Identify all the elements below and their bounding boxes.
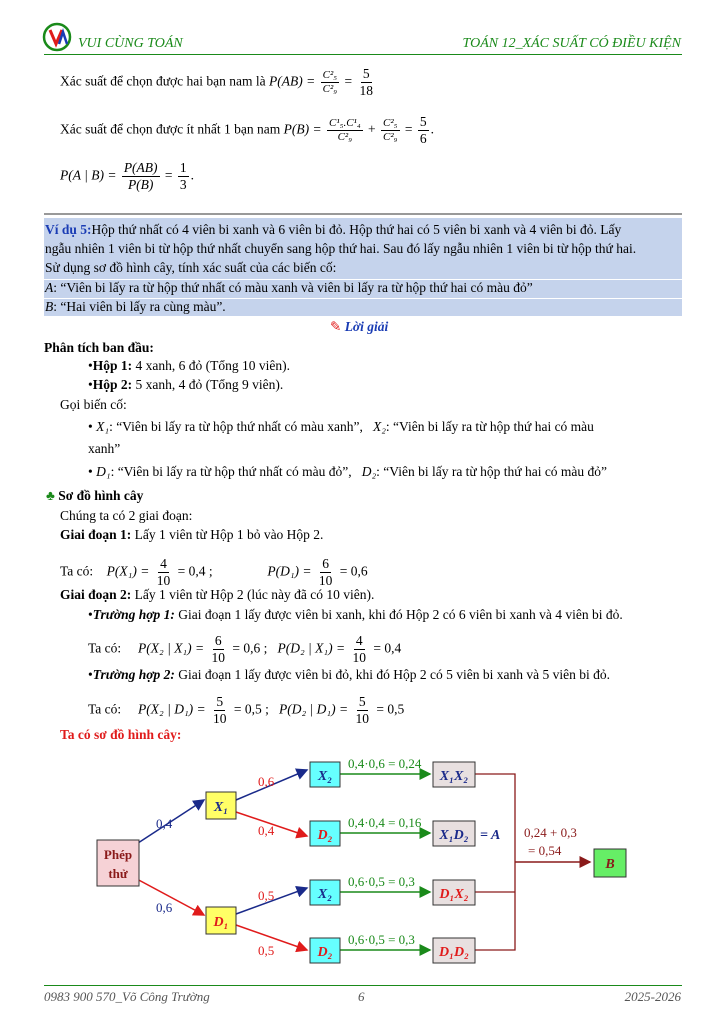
svg-text:0,4: 0,4 (156, 816, 173, 831)
svg-text:X₁D₂: X₁D₂ (439, 828, 469, 843)
svg-text:X₂: X₂ (317, 887, 333, 902)
box1-item: •Hộp 1: 4 xanh, 6 đỏ (Tổng 10 viên). (88, 358, 290, 373)
stage-2: Giai đoạn 2: Lấy 1 viên từ Hộp 2 (lúc này đã có 10 viên). (60, 587, 375, 602)
example-line-3: Sử dụng sơ đồ hình cây, tính xác suất của các biến cố: (45, 260, 337, 275)
formula-line-3: P(A | B) = $\frac{P(AB)}{P(B)}$ = $\frac{1}{3}$ . (60, 160, 195, 192)
svg-text:0,6·0,5 = 0,3: 0,6·0,5 = 0,3 (348, 874, 415, 889)
bracket-b (475, 774, 515, 950)
stages-intro: Chúng ta có 2 giai đoạn: (60, 508, 193, 523)
example-label: Ví dụ 5: (45, 222, 92, 237)
tree-icon: ♣ (46, 488, 55, 503)
svg-text:thử: thử (108, 866, 128, 881)
svg-text:0,6: 0,6 (156, 900, 173, 915)
svg-text:D₂: D₂ (317, 828, 333, 843)
tree-section-heading: ♣ Sơ đồ hình cây (46, 488, 144, 503)
svg-text:0,24 + 0,3: 0,24 + 0,3 (524, 825, 577, 840)
tree-heading: Ta có sơ đồ hình cây: (60, 727, 182, 742)
pencil-icon: ✎ (330, 319, 342, 334)
events-heading: Gọi biến cố: (60, 397, 127, 412)
example-line-1: Ví dụ 5:Hộp thứ nhất có 4 viên bi xanh và 6 viên bi đỏ. Hộp thứ hai có 5 viên bi xanh và 4 viên bi đỏ. Lấy (45, 222, 622, 237)
event-x1-x2: • X₁: “Viên bi lấy ra từ hộp thứ nhất có màu xanh”, X₂: “Viên bi lấy ra từ hộp thứ hai có màu (88, 419, 594, 434)
solution-title: ✎ Lời giải (330, 319, 389, 334)
header-right: TOÁN 12_XÁC SUẤT CÓ ĐIỀU KIỆN (462, 36, 681, 51)
footer-left: 0983 900 570_Võ Công Trường (44, 989, 210, 1004)
case-1-probs: Ta có: P(X₂ | X₁) = $\frac{6}{10}$ = 0,6 ; P(D₂ | X₁) = $\frac{4}{10}$ = 0,4 (88, 633, 402, 665)
svg-text:0,6: 0,6 (258, 774, 275, 789)
stage-1-probs: Ta có: P(X₁) = $\frac{4}{10}$ = 0,4 ; P(D₁) = $\frac{6}{10}$ = 0,6 (60, 556, 368, 588)
page-number: 6 (358, 989, 365, 1004)
svg-text:0,4·0,4 = 0,16: 0,4·0,4 = 0,16 (348, 815, 422, 830)
svg-text:0,5: 0,5 (258, 943, 275, 958)
example-line-2: ngẫu nhiên 1 viên bi từ hộp thứ nhất chuyển sang hộp thứ hai. Sau đó lấy ngẫu nhiên 1 viên bi từ hộp thứ hai. (45, 241, 637, 256)
svg-text:Phép: Phép (103, 847, 133, 862)
header-divider (44, 54, 682, 55)
box2-item: •Hộp 2: 5 xanh, 4 đỏ (Tổng 9 viên). (88, 377, 284, 392)
svg-text:X₂: X₂ (317, 769, 333, 784)
probability-tree (0, 740, 725, 980)
logo-icon (42, 22, 72, 52)
case-2-probs: Ta có: P(X₂ | D₁) = $\frac{5}{10}$ = 0,5 ; P(D₂ | D₁) = $\frac{5}{10}$ = 0,5 (88, 694, 405, 726)
formula-line-1: Xác suất để chọn được hai bạn nam là P(AB) = $\frac{\text{C²₅}}{\text{C²₉}}$ = $\frac{5}{18}$ (60, 66, 373, 98)
section-divider (44, 213, 682, 215)
svg-text:D₁: D₁ (213, 915, 229, 930)
svg-text:0,4·0,6 = 0,24: 0,4·0,6 = 0,24 (348, 756, 422, 771)
case-1: •Trường hợp 1: Giai đoạn 1 lấy được viên bi xanh, khi đó Hộp 2 có 6 viên bi xanh và 4 viên bi đỏ. (88, 607, 623, 622)
example-line-4: A: “Viên bi lấy ra từ hộp thứ nhất có màu xanh và viên bi lấy ra từ hộp thứ hai có màu đỏ” (45, 280, 533, 295)
case-2: •Trường hợp 2: Giai đoạn 1 lấy được viên bi đỏ, khi đó Hộp 2 có 5 viên bi xanh và 5 viên bi đỏ. (88, 667, 610, 682)
event-d1-d2: • D₁: “Viên bi lấy ra từ hộp thứ nhất có màu đỏ”, D₂: “Viên bi lấy ra từ hộp thứ hai có màu đỏ” (88, 464, 608, 479)
example-line-5: B: “Hai viên bi lấy ra cùng màu”. (45, 299, 226, 314)
svg-text:= 0,54: = 0,54 (528, 843, 562, 858)
svg-text:D₁X₂: D₁X₂ (439, 887, 469, 902)
stage-1: Giai đoạn 1: Lấy 1 viên từ Hộp 1 bỏ vào Hộp 2. (60, 527, 324, 542)
svg-text:D₁D₂: D₁D₂ (439, 945, 469, 960)
svg-text:X₁: X₁ (213, 800, 229, 815)
svg-text:0,5: 0,5 (258, 888, 275, 903)
svg-text:= A: = A (480, 828, 501, 843)
svg-text:0,6·0,5 = 0,3: 0,6·0,5 = 0,3 (348, 932, 415, 947)
formula-line-2: Xác suất để chọn được ít nhất 1 bạn nam P(B) = $\frac{\text{C¹₅.C¹₄}}{\text{C²₉}}$ + $\frac{\text{C²₅}}{\text{C²₉}}$ = $\frac{5}{6}$ . (60, 114, 434, 146)
analysis-heading: Phân tích ban đầu: (44, 340, 154, 355)
svg-text:0,4: 0,4 (258, 823, 275, 838)
event-x2-cont: xanh” (88, 441, 121, 456)
svg-text:X₁X₂: X₁X₂ (439, 769, 469, 784)
footer-right: 2025-2026 (624, 989, 681, 1004)
svg-text:B: B (605, 857, 615, 872)
footer-divider (44, 985, 682, 986)
svg-text:D₂: D₂ (317, 945, 333, 960)
header-left: VUI CÙNG TOÁN (78, 36, 183, 51)
